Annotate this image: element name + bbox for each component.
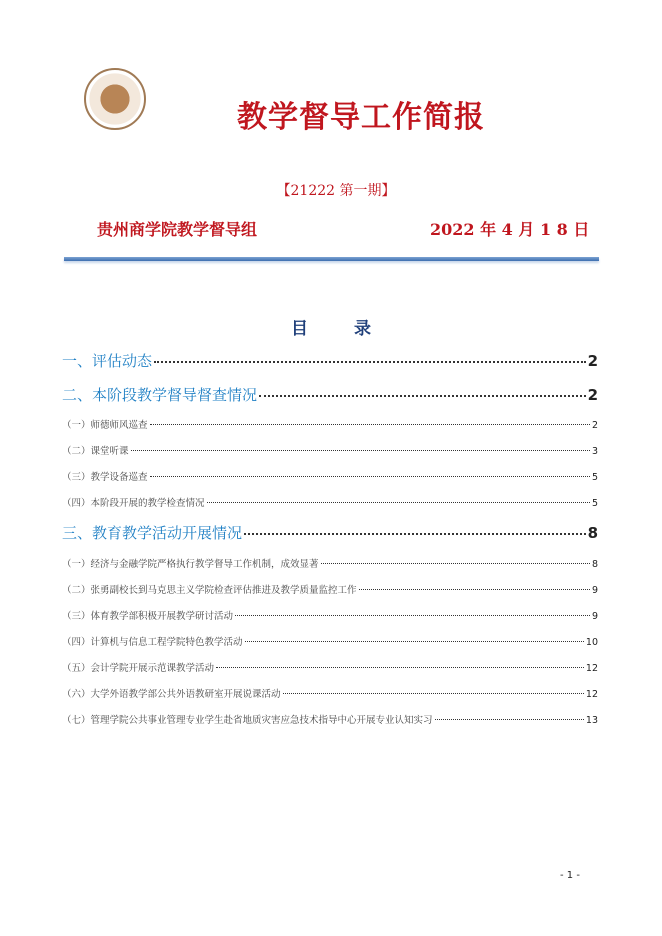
toc-entry-label: （三）体育教学部积极开展教学研讨活动 bbox=[62, 611, 234, 622]
toc-leader-dots bbox=[150, 424, 590, 425]
toc-entry-label: （一）师德师风巡查 bbox=[62, 420, 148, 431]
toc-entry-page: 12 bbox=[585, 663, 598, 674]
toc-entry[interactable] bbox=[62, 384, 598, 405]
toc-entry[interactable] bbox=[62, 417, 598, 431]
toc-entry[interactable] bbox=[62, 634, 598, 648]
bulletin-title: 教学督导工作简报 bbox=[237, 100, 485, 135]
toc-title: 目 录 bbox=[291, 319, 391, 339]
toc-leader-dots bbox=[235, 615, 590, 616]
toc-leader-dots bbox=[359, 589, 590, 590]
issue-number: 【21222 第一期】 bbox=[276, 183, 396, 199]
toc-entry-label: 二、本阶段教学督导督查情况 bbox=[62, 386, 258, 404]
toc-entry-label: （四）计算机与信息工程学院特色教学活动 bbox=[62, 637, 243, 648]
toc-entry-page: 2 bbox=[591, 420, 598, 431]
toc-leader-dots bbox=[259, 395, 586, 397]
toc-entry-page: 8 bbox=[587, 524, 598, 542]
toc-entry-label: （六）大学外语教学部公共外语教研室开展说课活动 bbox=[62, 689, 281, 700]
publish-date: 2022 年 4 月 1 8 日 bbox=[430, 220, 590, 239]
toc-leader-dots bbox=[435, 719, 584, 720]
toc-entry-label: （二）课堂听课 bbox=[62, 446, 129, 457]
toc-entry-page: 2 bbox=[587, 352, 598, 370]
toc-entry-page: 9 bbox=[591, 611, 598, 622]
toc-entry-page: 5 bbox=[591, 472, 598, 483]
toc-entry[interactable] bbox=[62, 443, 598, 457]
toc-leader-dots bbox=[283, 693, 584, 694]
toc-leader-dots bbox=[131, 450, 590, 451]
toc-leader-dots bbox=[150, 476, 590, 477]
toc-entry-label: 一、评估动态 bbox=[62, 352, 153, 370]
toc-entry-label: （一）经济与金融学院严格执行教学督导工作机制，成效显著 bbox=[62, 559, 319, 570]
toc-entry-label: （二）张勇副校长到马克思主义学院检查评估推进及教学质量监控工作 bbox=[62, 585, 357, 596]
toc-entry-label: （五）会计学院开展示范课教学活动 bbox=[62, 663, 215, 674]
toc-entry-page: 9 bbox=[591, 585, 598, 596]
toc-entry[interactable] bbox=[62, 608, 598, 622]
toc-entry[interactable] bbox=[62, 522, 598, 543]
toc-entry[interactable] bbox=[62, 686, 598, 700]
toc-entry-page: 12 bbox=[585, 689, 598, 700]
toc-entry[interactable] bbox=[62, 469, 598, 483]
toc-entry-page: 8 bbox=[591, 559, 598, 570]
toc-leader-dots bbox=[321, 563, 590, 564]
toc-entry[interactable] bbox=[62, 660, 598, 674]
toc-entry-page: 13 bbox=[585, 715, 598, 726]
toc-entry-label: （三）教学设备巡查 bbox=[62, 472, 148, 483]
toc-entry-page: 3 bbox=[591, 446, 598, 457]
organization-name: 贵州商学院教学督导组 bbox=[97, 220, 258, 239]
toc-entry[interactable] bbox=[62, 582, 598, 596]
toc-leader-dots bbox=[154, 361, 586, 363]
toc-entry[interactable] bbox=[62, 556, 598, 570]
toc-entry[interactable] bbox=[62, 495, 598, 509]
toc-entry[interactable] bbox=[62, 712, 598, 726]
toc-leader-dots bbox=[244, 533, 586, 535]
header-divider bbox=[64, 257, 599, 261]
toc-entry[interactable] bbox=[62, 350, 598, 371]
toc-leader-dots bbox=[207, 502, 590, 503]
toc-leader-dots bbox=[245, 641, 584, 642]
toc-entry-label: （四）本阶段开展的教学检查情况 bbox=[62, 498, 205, 509]
page-number: - 1 - bbox=[560, 870, 580, 881]
toc-leader-dots bbox=[216, 667, 584, 668]
toc-entry-label: （七）管理学院公共事业管理专业学生赴省地质灾害应急技术指导中心开展专业认知实习 bbox=[62, 715, 433, 726]
toc-entry-page: 10 bbox=[585, 637, 598, 648]
toc-entry-page: 5 bbox=[591, 498, 598, 509]
toc-entry-label: 三、教育教学活动开展情况 bbox=[62, 524, 243, 542]
toc-entry-page: 2 bbox=[587, 386, 598, 404]
